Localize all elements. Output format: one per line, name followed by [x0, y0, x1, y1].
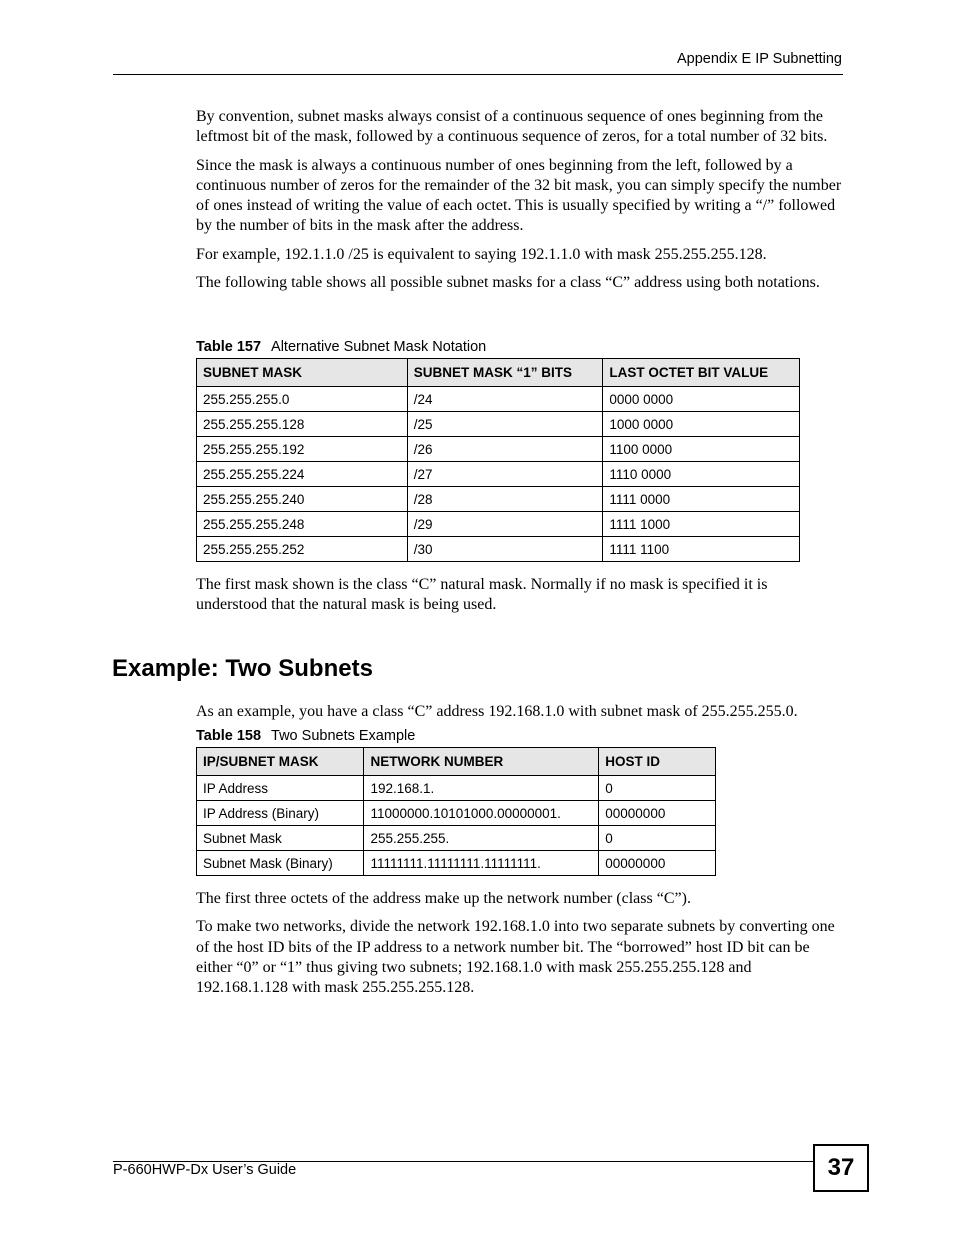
table-cell: 0	[599, 776, 716, 801]
table-cell: /24	[407, 387, 603, 412]
table-cell: /29	[407, 512, 603, 537]
column-header: SUBNET MASK	[197, 359, 408, 387]
table-row	[197, 412, 800, 437]
table-cell: 1110 0000	[603, 462, 800, 487]
footer-guide-title: P-660HWP-Dx User’s Guide	[113, 1162, 297, 1178]
table-cell: 255.255.255.	[364, 826, 599, 851]
paragraph-network-number: The first three octets of the address make up the network number (class “C”).	[196, 890, 691, 907]
table-header-row	[197, 748, 716, 776]
table-157-title: Alternative Subnet Mask Notation	[271, 339, 487, 355]
table-row	[197, 387, 800, 412]
paragraph-table-intro: The following table shows all possible subnet masks for a class “C” address using both notations.	[196, 274, 820, 292]
table-157-caption	[196, 339, 486, 355]
table-cell: /26	[407, 437, 603, 462]
natural-mask-block	[196, 575, 842, 616]
table-row	[197, 776, 716, 801]
paragraph-natural-mask: The first mask shown is the class “C” natural mask. Normally if no mask is specified it is understood that the natural mask is being used.	[196, 576, 768, 614]
column-header: LAST OCTET BIT VALUE	[603, 359, 800, 387]
table-158-caption	[196, 728, 415, 744]
paragraph-two-networks: To make two networks, divide the network 192.168.1.0 into two separate subnets by converting one of the host ID bits of the IP address to a network number bit. The “borrowed” host ID bit can be either “0” or “1” thus giving two subnets; 192.168.1.0 with mask 255.255.255.128 and 192.168.1.128 with mask 255.255.255.128.	[196, 918, 835, 997]
table-158-label: Table 158	[196, 728, 262, 744]
table-row	[197, 437, 800, 462]
table-cell: 0	[599, 826, 716, 851]
section-heading: Example: Two Subnets	[112, 655, 373, 682]
table-cell: 11111111.11111111.11111111.	[364, 851, 599, 876]
table-cell: 1000 0000	[603, 412, 800, 437]
table-cell: Subnet Mask	[197, 826, 364, 851]
table-cell: Subnet Mask (Binary)	[197, 851, 364, 876]
column-header: HOST ID	[599, 748, 716, 776]
page-number: 37	[813, 1144, 869, 1192]
table-157-label: Table 157	[196, 339, 262, 355]
paragraph-convention: By convention, subnet masks always consist of a continuous sequence of ones beginning from the leftmost bit of the mask, followed by a continuous sequence of zeros, for a total number of 32 bits.	[196, 108, 828, 146]
intro-block	[196, 107, 842, 293]
table-cell: IP Address	[197, 776, 364, 801]
column-header: NETWORK NUMBER	[364, 748, 599, 776]
table-row	[197, 801, 716, 826]
table-cell: 1111 0000	[603, 487, 800, 512]
paragraph-example: For example, 192.1.1.0 /25 is equivalent to saying 192.1.1.0 with mask 255.255.255.128.	[196, 245, 767, 263]
table-cell: 192.168.1.	[364, 776, 599, 801]
table-row	[197, 462, 800, 487]
paragraph-two-subnets-intro: As an example, you have a class “C” address 192.168.1.0 with subnet mask of 255.255.255.0.	[196, 703, 798, 720]
table-cell: 255.255.255.252	[197, 537, 408, 562]
table-cell: /30	[407, 537, 603, 562]
table-cell: 1100 0000	[603, 437, 800, 462]
table-header-row	[197, 359, 800, 387]
paragraph-mask-notation: Since the mask is always a continuous number of ones beginning from the left, followed by a continuous number of zeros for the remainder of the 32 bit mask, you can simply specify the number of ones instead of writing the value of each octet. This is usually specified by writing a “/” followed by the number of bits in the mask after the address.	[196, 156, 842, 235]
table-row	[197, 512, 800, 537]
table-158-title: Two Subnets Example	[271, 728, 416, 744]
table-row	[197, 851, 716, 876]
running-header: Appendix E IP Subnetting	[677, 51, 842, 67]
table-row	[197, 537, 800, 562]
table-cell: /27	[407, 462, 603, 487]
column-header: SUBNET MASK “1” BITS	[407, 359, 603, 387]
table-cell: 255.255.255.0	[197, 387, 408, 412]
table-cell: 00000000	[599, 851, 716, 876]
subnet-mask-table	[196, 358, 800, 562]
header-rule	[113, 74, 843, 75]
table-cell: 255.255.255.128	[197, 412, 408, 437]
two-subnets-table	[196, 747, 716, 876]
table-cell: 11000000.10101000.00000001.	[364, 801, 599, 826]
table-cell: 255.255.255.224	[197, 462, 408, 487]
column-header: IP/SUBNET MASK	[197, 748, 364, 776]
closing-block	[196, 889, 842, 998]
table-cell: 00000000	[599, 801, 716, 826]
table-cell: 0000 0000	[603, 387, 800, 412]
table-cell: 1111 1000	[603, 512, 800, 537]
table-cell: /28	[407, 487, 603, 512]
table-cell: 1111 1100	[603, 537, 800, 562]
table-row	[197, 487, 800, 512]
table-row	[197, 826, 716, 851]
table-cell: 255.255.255.192	[197, 437, 408, 462]
table-cell: /25	[407, 412, 603, 437]
section-intro-block	[196, 702, 842, 722]
table-cell: 255.255.255.240	[197, 487, 408, 512]
table-cell: IP Address (Binary)	[197, 801, 364, 826]
table-cell: 255.255.255.248	[197, 512, 408, 537]
